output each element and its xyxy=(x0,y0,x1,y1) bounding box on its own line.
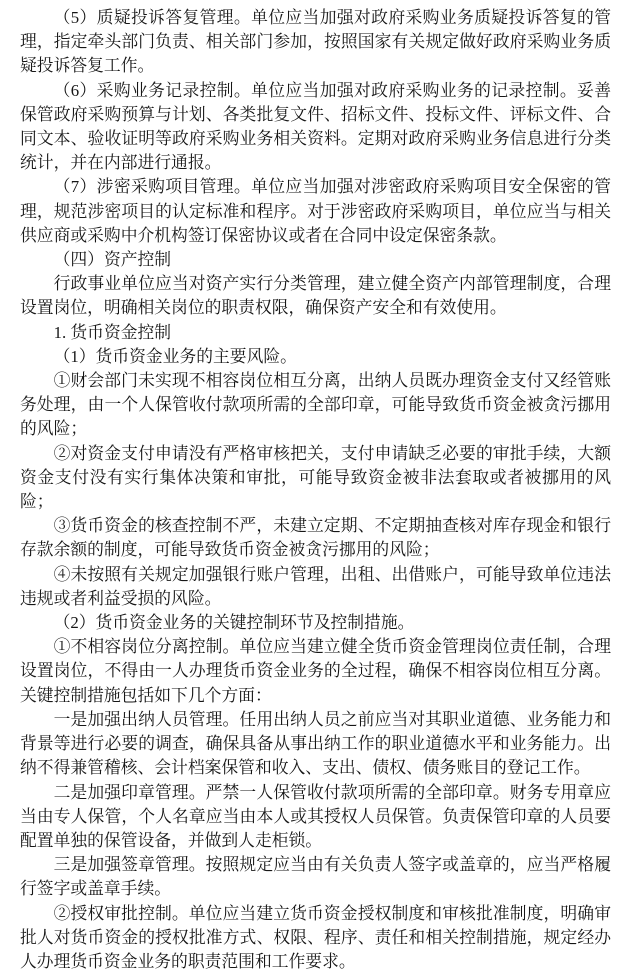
document-paragraph: （7）涉密采购项目管理。单位应当加强对涉密政府采购项目安全保密的管理，规范涉密项目的认定标准和程序。对于涉密政府采购项目，单位应当与相关供应商或采购中介机构签订保密协议或者在合同中设定保密条款。 xyxy=(20,177,611,245)
document-paragraph: ①不相容岗位分离控制。单位应当建立健全货币资金管理岗位责任制，合理设置岗位，不得由一人办理货币资金业务的全过程，确保不相容岗位相互分离。关键控制措施包括如下几个方面： xyxy=(20,637,611,705)
document-paragraph: 一是加强出纳人员管理。任用出纳人员之前应当对其职业道德、业务能力和背景等进行必要的调查，确保具备从事出纳工作的职业道德水平和业务能力。出纳不得兼管稽核、会计档案保管和收入、支出、债权、债务账目的登记工作。 xyxy=(20,709,611,778)
document-paragraph: （5）质疑投诉答复管理。单位应当加强对政府采购业务质疑投诉答复的管理，指定牵头部门负责、相关部门参加，按照国家有关规定做好政府采购业务质疑投诉答复工作。 xyxy=(20,8,611,76)
document-paragraph: 三是加强签章管理。按照规定应当由有关负责人签字或盖章的，应当严格履行签字或盖章手续。 xyxy=(20,855,611,899)
section-heading: （四）资产控制 xyxy=(53,250,172,270)
section-heading: （2）货币资金业务的关键控制环节及控制措施。 xyxy=(53,613,415,633)
section-heading: 1. 货币资金控制 xyxy=(53,322,172,342)
section-heading: （1）货币资金业务的主要风险。 xyxy=(53,346,297,366)
document-paragraph: ②对资金支付申请没有严格审核把关，支付申请缺乏必要的审批手续，大额资金支付没有实行集体决策和审批，可能导致资金被非法套取或者被挪用的风险； xyxy=(20,443,611,512)
document-paragraph: 行政事业单位应当对资产实行分类管理，建立健全资产内部管理制度，合理设置岗位，明确相关岗位的职责权限，确保资产安全和有效使用。 xyxy=(20,274,611,318)
document-paragraph: （6）采购业务记录控制。单位应当加强对政府采购业务的记录控制。妥善保管政府采购预算与计划、各类批复文件、招标文件、投标文件、评标文件、合同文本、验收证明等政府采购业务相关资料。定期对政府采购业务信息进行分类统计，并在内部进行通报。 xyxy=(20,80,611,173)
document-paragraph: 二是加强印章管理。严禁一人保管收付款项所需的全部印章。财务专用章应当由专人保管，个人名章应当由本人或其授权人员保管。负责保管印章的人员要配置单独的保管设备，并做到人走柜锁。 xyxy=(20,782,611,850)
document-paragraph: ①财会部门未实现不相容岗位相互分离，出纳人员既办理资金支付又经管账务处理，由一个人保管收付款项所需的全部印章，可能导致货币资金被贪污挪用的风险； xyxy=(20,371,611,439)
document-paragraph: ④未按照有关规定加强银行账户管理，出租、出借账户，可能导致单位违法违规或者利益受损的风险。 xyxy=(20,564,611,608)
document-paragraph: ③货币资金的核查控制不严，未建立定期、不定期抽查核对库存现金和银行存款余额的制度，可能导致货币资金被贪污挪用的风险； xyxy=(20,516,611,560)
document-paragraph: ②授权审批控制。单位应当建立货币资金授权制度和审核批准制度，明确审批人对货币资金的授权批准方式、权限、程序、责任和相关控制措施，规定经办人办理货币资金业务的职责范围和工作要求。 xyxy=(20,903,611,971)
